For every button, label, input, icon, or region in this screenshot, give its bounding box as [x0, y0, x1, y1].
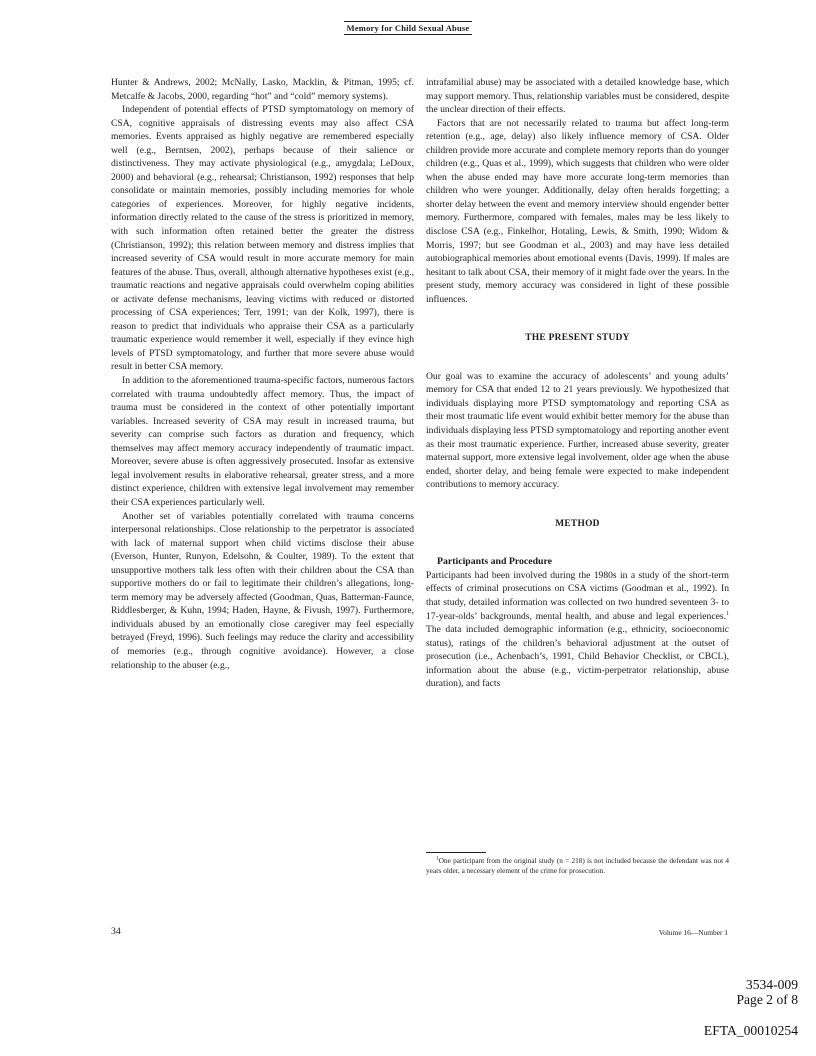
volume-label: Volume 16—Number 1 [658, 928, 728, 937]
left-paragraph-2: Independent of potential effects of PTSD symptomatology on memory of CSA, cognitive appraisals of distressing events may also affect CSA memories. Events appraised as highly negative are remembered especially well (e.g., Berntsen, 2002), perhaps because of their salience or distinctiveness. They may activate physiological (e.g., amygdala; LeDoux, 2000) and behavioral (e.g., rehearsal; Christianson, 1992) responses that help consolidate or maintain memories, possibly including memories for whole categories of experiences. Moreover, for highly negative incidents, information directly related to the cause of the stress is prioritized in memory, with such information often retained better the greater the distress (Christianson, 1992); this relation between memory and distress implies that increased severity of CSA would result in more accurate memory for main features of the abuse. Thus, overall, although alternative hypotheses exist (e.g., traumatic reactions and negative appraisals could overwhelm coping abilities or activate defense mechanisms, leaving victims with reduced or distorted processing of CSA experiences; Terr, 1991; van der Kolk, 1997), there is reason to predict that individuals who appraise their CSA as a particularly traumatic experience would remember it well, especially if they evince high levels of PTSD symptomatology, and further that more severe abuse would result in better CSA memory. [111, 104, 414, 373]
participants-text-b: The data included demographic information (e.g., ethnicity, socioeconomic status), ratings of the children’s behavioral adjustment at the outset of prosecution (i.e., Achenbach’s, 1991, Child Behavior Checklist, or CBCL), information about the abuse (e.g., victim-perpetrator relationship, abuse duration), and facts [426, 624, 729, 690]
left-paragraph-3: In addition to the aforementioned trauma-specific factors, numerous factors correlated with trauma undoubtedly affect memory. Thus, the impact of trauma must be considered in the context of other potentially important variables. Increased severity of CSA may result in increased trauma, but severity can comprise such factors as duration and frequency, which themselves may affect memory accuracy independently of traumatic impact. Moreover, severe abuse is often aggressively prosecuted. Insofar as extensive legal involvement results in elaborative rehearsal, greater stress, and a more distinct experience, children with extensive legal involvement may remember their CSA experiences particularly well. [111, 375, 414, 508]
running-head-title: Memory for Child Sexual Abuse [344, 21, 473, 35]
participants-paragraph [426, 569, 729, 691]
participants-text-a: Participants had been involved during the 1980s in a study of the short-term effects of criminal prosecutions on CSA victims (Goodman et al., 1992). In that study, detailed information was collected on two hundred seventeen 3- to 17-year-olds’ backgrounds, mental health, and abuse and legal experiences. [426, 569, 729, 622]
efta-identifier: EFTA_00010254 [703, 1023, 798, 1038]
running-head [0, 18, 816, 36]
document-stamp [736, 977, 798, 1007]
stamp-doc-id: 3534-009 [745, 977, 798, 992]
page-number: 34 [111, 926, 121, 937]
footnote-ref: 1 [726, 610, 729, 617]
right-paragraph-1: intrafamilial abuse) may be associated with a detailed knowledge base, which may support memory. Thus, relationship variables must be considered, despite the unclear direction of their effects. [426, 77, 729, 116]
stamp-page-count: Page 2 of 8 [736, 992, 798, 1007]
left-paragraph-4: Another set of variables potentially correlated with trauma concerns interpersonal relationships. Close relationship to the perpetrator is associated with lack of maternal support when child victims disclose their abuse (Everson, Hunter, Runyon, Edelsohn, & Coulter, 1989). To the extent that unsupportive mothers talk less often with their children about the CSA than supportive mothers do or fail to legitimate their children’s allegations, long-term memory may be adversely affected (Goodman, Quas, Batterman-Faunce, Riddlesberger, & Kuhn, 1994; Haden, Hayne, & Fivush, 1997). Furthermore, individuals abused by an emotionally close caregiver may feel especially betrayed (Freyd, 1996). Such feelings may reduce the clarity and accessibility of memories (e.g., through cognitive avoidance). However, a close relationship to the abuser (e.g., [111, 510, 414, 671]
left-column [111, 76, 414, 672]
footnote-text: One participant from the original study (n = 218) is not included because the defendant was not 4 years older, a necessary element of the crime for prosecution. [426, 856, 729, 875]
footnote [426, 856, 729, 875]
left-paragraph-1: Hunter & Andrews, 2002; McNally, Lasko, Macklin, & Pitman, 1995; cf. Metcalfe & Jacobs, 2000, regarding “hot” and “cold” memory systems). [111, 77, 414, 102]
right-column [426, 76, 729, 691]
right-paragraph-2: Factors that are not necessarily related to trauma but affect long-term retention (e.g., age, delay) also likely influence memory of CSA. Older children provide more accurate and complete memory reports than do younger children (e.g., Quas et al., 1999), which suggests that children who were older when the abuse ended may have more accurate long-term memories than children who were younger. Additionally, delay often heralds forgetting; a shorter delay between the event and memory interview should engender better memory. Furthermore, compared with females, males may be less likely to disclose CSA (e.g., Finkelhor, Hotaling, Lewis, & Smith, 1990; Widom & Morris, 1997; but see Goodman et al., 2003) and may have less detailed autobiographical memories about emotional events (Davis, 1999). If males are hesitant to talk about CSA, their memory of it might fade over the years. In the present study, memory accuracy was considered in light of these possible influences. [426, 117, 729, 305]
footnote-divider [426, 852, 486, 853]
present-study-heading: THE PRESENT STUDY [525, 333, 630, 344]
footnote-marker: 1 [436, 855, 439, 862]
participants-subheading: Participants and Procedure [437, 556, 553, 568]
present-study-paragraph: Our goal was to examine the accuracy of adolescents’ and young adults’ memory for CSA that ended 12 to 21 years previously. We hypothesized that individuals displaying more PTSD symptomatology and reporting CSA as their most traumatic life event would exhibit better memory for the abuse than individuals displaying less PTSD symptomatology and reporting another event as their most traumatic experience. Further, increased abuse severity, greater maternal support, more extensive legal involvement, older age when the abuse ended, shorter delay, and being female were expected to make independent contributions to memory accuracy. [426, 370, 729, 491]
method-heading: METHOD [555, 518, 600, 529]
